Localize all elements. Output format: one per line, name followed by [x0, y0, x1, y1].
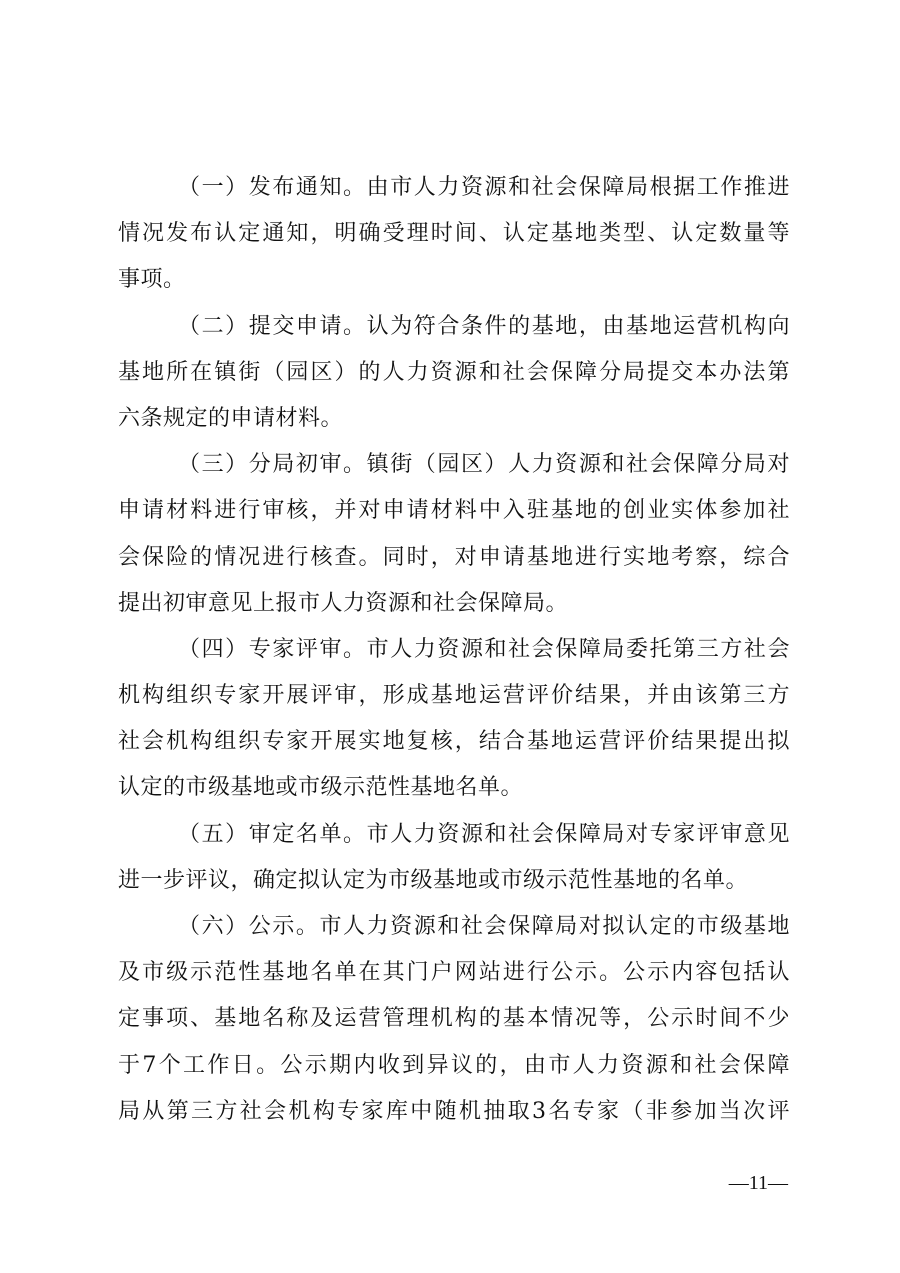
paragraph-line: 及市级示范性基地名单在其门户网站进行公示。公示内容包括认	[118, 960, 790, 986]
paragraph-line: 局从第三方社会机构专家库中随机抽取3名专家（非参加当次评	[118, 1098, 790, 1124]
page-number: —11—	[728, 1172, 788, 1194]
paragraph-line: 事项。	[118, 267, 186, 293]
paragraph-line: 于7个工作日。公示期内收到异议的，由市人力资源和社会保障	[118, 1052, 790, 1078]
paragraph-line: 申请材料进行审核，并对申请材料中入驻基地的创业实体参加社	[118, 498, 790, 524]
paragraph-line: （五）审定名单。市人力资源和社会保障局对专家评审意见	[178, 821, 790, 847]
paragraph-line: 情况发布认定通知，明确受理时间、认定基地类型、认定数量等	[118, 221, 790, 247]
paragraph-line: （三）分局初审。镇街（园区）人力资源和社会保障分局对	[178, 452, 790, 478]
paragraph-line: （六）公示。市人力资源和社会保障局对拟认定的市级基地	[178, 914, 790, 939]
paragraph-line: 定事项、基地名称及运营管理机构的基本情况等，公示时间不少	[118, 1006, 790, 1032]
paragraph-line: （二）提交申请。认为符合条件的基地，由基地运营机构向	[178, 313, 790, 339]
paragraph-line: （一）发布通知。由市人力资源和社会保障局根据工作推进	[178, 175, 790, 200]
paragraph-line: 基地所在镇街（园区）的人力资源和社会保障分局提交本办法第	[118, 359, 790, 385]
paragraph-line: 会保险的情况进行核查。同时，对申请基地进行实地考察，综合	[118, 544, 790, 570]
paragraph-line: （四）专家评审。市人力资源和社会保障局委托第三方社会	[178, 636, 790, 662]
paragraph-line: 认定的市级基地或市级示范性基地名单。	[118, 775, 524, 801]
paragraph-line: 进一步评议，确定拟认定为市级基地或市级示范性基地的名单。	[118, 867, 749, 893]
body-text	[118, 165, 790, 1135]
paragraph-5-approve-list	[118, 812, 790, 904]
paragraph-line: 提出初审意见上报市人力资源和社会保障局。	[118, 590, 569, 616]
paragraph-4-expert-review	[118, 627, 790, 812]
paragraph-1-publish-notice	[118, 165, 790, 304]
paragraph-line: 社会机构组织专家开展实地复核，结合基地运营评价结果提出拟	[118, 729, 790, 755]
paragraph-3-preliminary-review	[118, 442, 790, 627]
paragraph-6-public-notice	[118, 904, 790, 1135]
paragraph-2-submit-application	[118, 304, 790, 443]
paragraph-line: 六条规定的申请材料。	[118, 405, 344, 431]
paragraph-line: 机构组织专家开展评审，形成基地运营评价结果，并由该第三方	[118, 683, 790, 709]
